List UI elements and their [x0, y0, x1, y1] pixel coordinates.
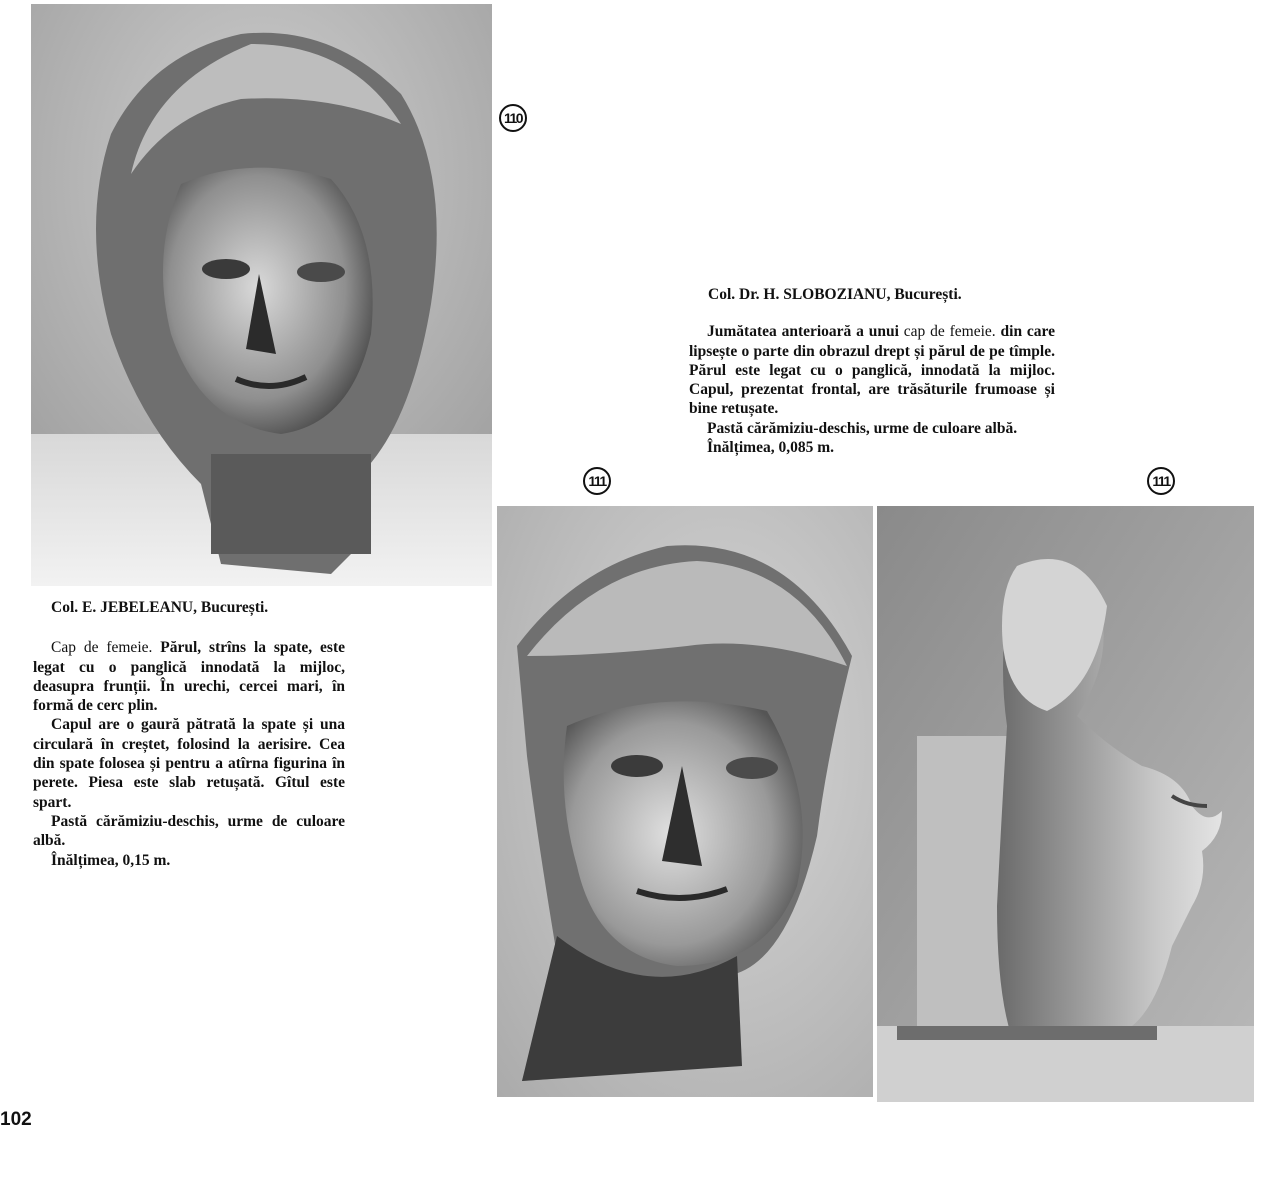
description-lead: Jumătatea anterioară a unui: [707, 323, 899, 341]
figure-number-badge-111-profile: 111: [1147, 467, 1175, 495]
terracotta-half-head-profile-photo-111: [877, 506, 1254, 1102]
caption-figure-110: [33, 598, 345, 870]
description-paragraph: [689, 322, 1055, 418]
figure-number-badge-110: 110: [499, 104, 527, 132]
collection-title: Col. Dr. H. SLOBOZIANU, București.: [708, 286, 962, 303]
description-lead: Cap de femeie.: [51, 639, 153, 657]
page-number: 102: [0, 1109, 32, 1130]
description-object: cap de femeie.: [903, 323, 996, 341]
description-paragraph: [33, 638, 345, 715]
description-text: din care lipsește o parte din obrazul drept și părul de pe tîmple. Părul este legat cu o panglică, innodată la mijloc. Capul, prezentat frontal, are trăsăturile frumoase și bine retușate.: [689, 323, 1056, 418]
caption-figure-111: [689, 285, 1055, 457]
details-paragraph: Capul are o gaură pătrată la spate și una circulară în creștet, folosind la aerisire. Cea din spate folosea și pentru a atîrna figurina în perete. Piesa este slab retușată. Gîtul este spart.: [33, 716, 345, 811]
figure-number-badge-111-front: 111: [583, 467, 611, 495]
height-line: Înălțimea, 0,085 m.: [707, 439, 835, 457]
material-paragraph: Pastă cărămiziu-deschis, urme de culoare albă.: [33, 812, 345, 850]
terracotta-head-photo-110: [31, 4, 492, 586]
description-text: Părul, strîns la spate, este legat cu o panglică innodată la mijloc, deasupra frunții. În urechi, cercei mari, în formă de cerc plin.: [33, 639, 346, 715]
terracotta-half-head-front-photo-111: [497, 506, 873, 1097]
material-paragraph: Pastă cărămiziu-deschis, urme de culoare albă.: [707, 419, 1018, 437]
height-line: Înălțimea, 0,15 m.: [51, 851, 171, 869]
collection-title: Col. E. JEBELEANU, București.: [51, 599, 269, 616]
